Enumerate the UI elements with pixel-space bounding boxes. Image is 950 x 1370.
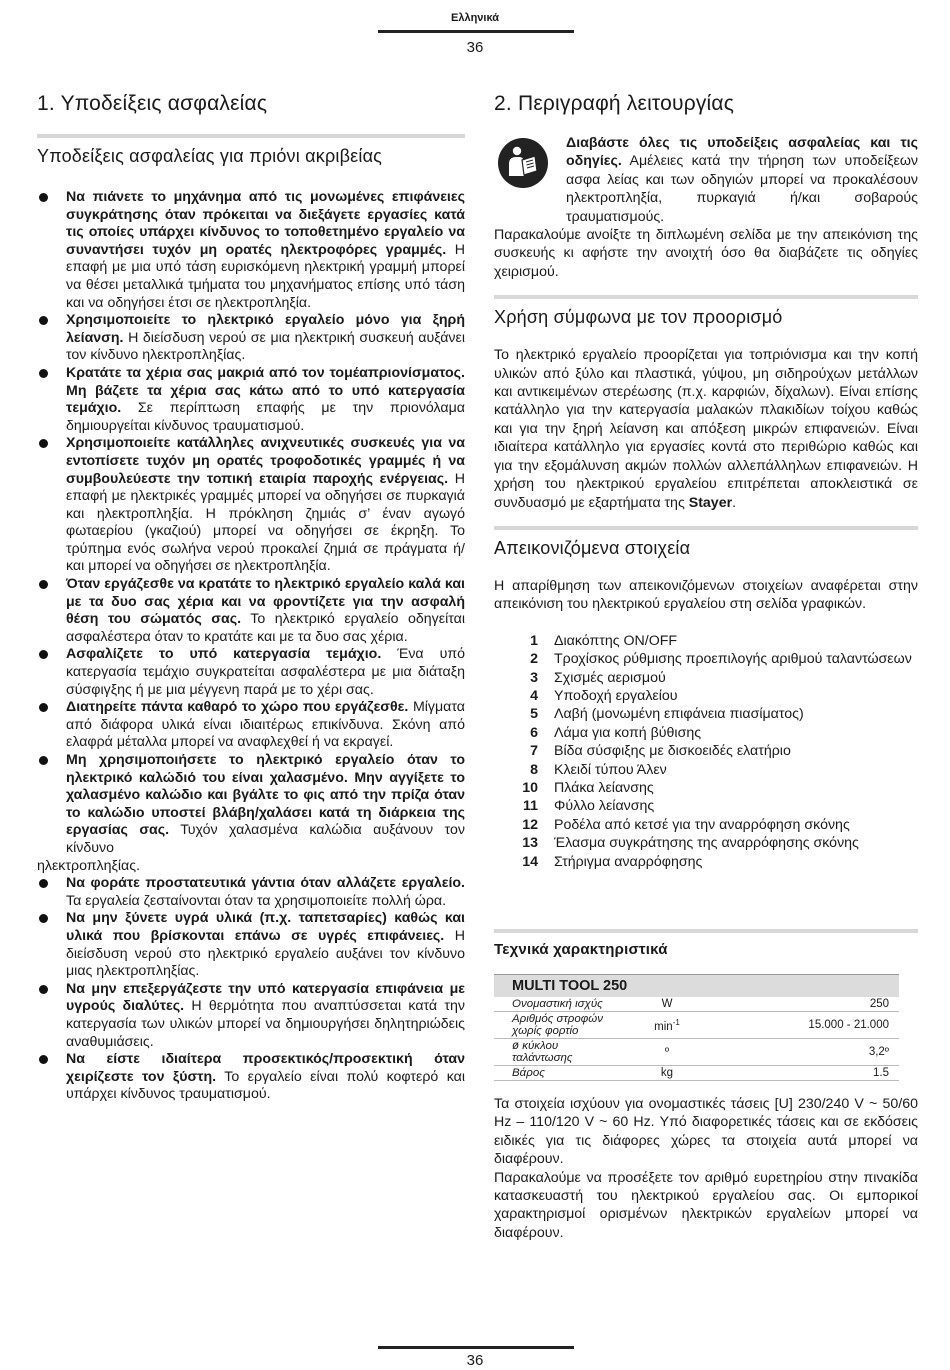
- safety-bullet-item: [37, 875, 465, 910]
- parts-label: Στήριγμα αναρρόφησης: [554, 853, 703, 870]
- parts-label: Πλάκα λείανσης: [554, 779, 654, 796]
- parts-number: 8: [530, 761, 538, 778]
- safety-bullet-item: [37, 365, 465, 435]
- parts-label: Τροχίσκος ρύθμισης προεπιλογής αριθμού ταλαντώσεων: [554, 651, 912, 668]
- parts-number: 4: [530, 687, 538, 704]
- safety-title: 1. Υποδείξεις ασφαλείας: [37, 92, 268, 115]
- intro-bold: Διαβάστε όλες τις υποδείξεις ασφαλείας και τις οδηγίες.: [566, 135, 918, 170]
- bullet-text: Τυχόν χαλασμένα καλώδια αυξάνουν τον κίνδυνο: [66, 822, 466, 856]
- bullet-text: Η θερμότητα που αναπτύσσεται κατά την κατεργασία των υλικών μπορεί να δημιουργήσει δηλητηριώδεις αναθυμιάσεις.: [66, 998, 465, 1050]
- bullet-bold: Χρησιμοποιείτε κατάλληλες ανιχνευτικές συσκευές για να εντοπίσετε τυχόν μη ορατές τροφοδοτικές γραμμές ή να συμβουλεύεστε την τοπική εταιρία παροχής ενέργειας.: [66, 435, 465, 487]
- spec-value: 15.000 - 21.000: [711, 1012, 899, 1039]
- safety-bullet-item: [37, 981, 465, 1051]
- intro-after: Παρακαλούμε ανοίξτε τη διπλωμένη σελίδα με την απεικόνιση της συσκευής κι αφήστε την ανοιχτή όσο θα διαβάζετε τις οδηγίες χειρισμού.: [494, 227, 918, 280]
- parts-item: [494, 669, 918, 687]
- right-column: [494, 92, 918, 1242]
- bullet-text: Η διείσδυση νερού σε μια ηλεκτρική συσκευή αυξάνει τον κίνδυνο ηλεκτροπληξίας.: [66, 329, 465, 364]
- safety-bullet-item: [37, 312, 465, 365]
- parts-label: Λαβή (μονωμένη επιφάνεια πιασίματος): [554, 706, 804, 723]
- left-column: [37, 92, 465, 1104]
- spec-model: MULTI TOOL 250: [494, 975, 899, 997]
- parts-label: Έλασμα συγκράτησης της αναρρόφησης σκόνης: [554, 835, 859, 852]
- parts-item: [494, 761, 918, 779]
- parts-number: 11: [523, 798, 538, 815]
- bullet-bold: Ασφαλίζετε το υπό κατεργασία τεμάχιο.: [66, 646, 382, 663]
- spec-unit: º: [609, 1039, 711, 1066]
- spec-row: [494, 1012, 899, 1039]
- parts-item: [494, 834, 918, 852]
- safety-bullet-item: [37, 646, 465, 699]
- parts-number: 12: [522, 816, 538, 833]
- spec-label: Αριθμός στροφών χωρίς φορτίο: [494, 1012, 609, 1039]
- parts-number: 14: [522, 853, 538, 870]
- description-title: 2. Περιγραφή λειτουργίας: [494, 92, 735, 115]
- safety-bullet-item: [37, 752, 465, 875]
- parts-number: 2: [530, 651, 538, 668]
- parts-item: [494, 650, 918, 668]
- header-page-number: 36: [466, 39, 484, 56]
- parts-item: [494, 816, 918, 834]
- bullet-bold: Να είστε ιδιαίτερα προσεκτικός/προσεκτική όταν χειρίζεστε τον ξύστη.: [66, 1051, 465, 1085]
- parts-label: Διακόπτης ON/OFF: [554, 632, 678, 649]
- bullet-bold: Όταν εργάζεσθε να κρατάτε το ηλεκτρικό εργαλείο καλά και με τα δυο σας χέρια και να φροντίζετε για την ασφαλή θέση του σώματός σας.: [66, 576, 465, 628]
- bullet-text: Η διείσδυση νερού στο ηλεκτρικό εργαλείο αυξάνει τον κίνδυνο μιας ηλεκτροπληξίας.: [66, 927, 465, 980]
- spec-unit: $\min^{-1}$: [609, 1012, 711, 1039]
- parts-number: 6: [530, 724, 538, 741]
- spec-note-2: Παρακαλούμε να προσέξετε τον αριθμό ευρετηρίου στην πινακίδα κατασκευαστή του ηλεκτρικού εργαλείου σας. Οι εμπορικοί χαρακτηρισμοί ορισμένων ηλεκτρικών εργαλείων μπορεί να διαφέρουν.: [494, 1169, 918, 1241]
- parts-label: Υποδοχή εργαλείου: [554, 687, 678, 704]
- parts-item: [494, 705, 918, 723]
- parts-number: 7: [530, 743, 538, 760]
- use-body: Το ηλεκτρικό εργαλείο προορίζεται για τοπριόνισμα και την κοπή υλικών από ξύλο και πλαστικά, γύψου, μη σιδηρούχων μετάλλων και αντικειμένων στερέωσης (π.χ. καρφιών, δίχαλων). Είναι επίσης κατάλληλο για την κατεργασία μαλακών πλακιδίων τοίχου καθώς και για την ξηρή λείανση και απόξεση μικρών επιφανειών. Είναι ιδιαίτερα κατάλληλο για εργασίες κοντά στο περιθώριο καθώς και για την εξομάλυνση ακμών πολλών αλλεπάλληλων επιφανειών. Η χρήση του ηλεκτρικού εργαλείου επιτρέπεται αποκλειστικά σε συνδυασμό με εξαρτήματα της: [494, 347, 918, 511]
- use-end: .: [732, 494, 737, 511]
- footer-rule: [378, 1346, 574, 1349]
- parts-number: 13: [522, 835, 538, 852]
- bullet-text: Το εργαλείο είναι πολύ κοφτερό και υπάρχει κίνδυνος τραυματισμού.: [66, 1068, 465, 1103]
- parts-label: Σχισμές αερισμού: [554, 669, 666, 686]
- bullet-bold: Να φοράτε προστατευτικά γάντια όταν αλλάζετε εργαλείο.: [66, 875, 465, 892]
- bullet-tail: ηλεκτροπληξίας.: [37, 857, 141, 874]
- safety-bullet-item: [37, 910, 465, 980]
- safety-bullet-list: [37, 189, 465, 1104]
- parts-label: Κλειδί τύπου Άλεν: [554, 761, 667, 778]
- spec-value: 250: [711, 997, 899, 1012]
- parts-item: [494, 779, 918, 797]
- intro-block: [494, 134, 918, 226]
- parts-text: Η απαρίθμηση των απεικονιζόμενων στοιχείων αναφέρεται στην απεικόνιση του ηλεκτρικού εργαλείου στη σελίδα γραφικών.: [494, 577, 918, 613]
- header-rule: [378, 30, 574, 33]
- use-brand: Stayer: [688, 494, 733, 511]
- parts-label: Φύλλο λείανσης: [554, 798, 655, 815]
- parts-label: Λάμα για κοπή βύθισης: [554, 724, 702, 741]
- bullet-text: Το ηλεκτρικό εργαλείο οδηγείται ασφαλέστερα όταν το κρατάτε και με τα δυο σας χέρια.: [66, 611, 465, 645]
- bullet-text: Ένα υπό κατεργασία τεμάχιο συγκρατείται ασφαλέστερα με μια διάταξη σύσφιγξης ή με μια μέγγενη παρά με το χέρι σας.: [66, 646, 466, 698]
- spec-label: Βάρος: [494, 1066, 609, 1081]
- parts-heading: Απεικονιζόμενα στοιχεία: [494, 526, 918, 565]
- parts-number: 1: [530, 632, 538, 649]
- parts-item: [494, 724, 918, 742]
- safety-bullet-item: [37, 435, 465, 576]
- spec-value: 3,2º: [711, 1039, 899, 1066]
- bullet-bold: Κρατάτε τα χέρια σας μακριά από τον τομέαπριονίσματος. Μη βάζετε τα χέρια σας κάτω από το υπό κατεργασία τεμάχιο.: [66, 364, 465, 417]
- bullet-bold: Να μην επεξεργάζεστε την υπό κατεργασία επιφάνεια με υγρούς διαλύτες.: [66, 980, 465, 1015]
- bullet-text: Η επαφή με μια υπό τάση ευρισκόμενη ηλεκτρική γραμμή μπορεί να θέσει μεταλλικά τμήματα του μηχανήματος επίσης υπό τάση και να οδηγήσει έτσι σε ηλεκτροπληξία.: [66, 241, 465, 311]
- bullet-bold: Διατηρείτε πάντα καθαρό το χώρο που εργάζεσθε.: [66, 699, 409, 716]
- spec-value: 1.5: [711, 1066, 899, 1081]
- safety-subtitle: Υποδείξεις ασφαλείας για πριόνι ακριβείας: [37, 134, 465, 173]
- safety-bullet-item: [37, 189, 465, 312]
- bullet-bold: Να μην ξύνετε υγρά υλικά (π.χ. ταπετσαρίες) καθώς και υλικά που βρίσκονται επάνω σε υγρές επιφάνειες.: [66, 910, 465, 944]
- bullet-bold: Χρησιμοποιείτε το ηλεκτρικό εργαλείο μόνο για ξηρή λείανση.: [66, 312, 465, 346]
- safety-bullet-item: [37, 699, 465, 752]
- parts-label: Βίδα σύσφιξης με δισκοειδές ελατήριο: [554, 743, 791, 760]
- tech-heading: Τεχνικά χαρακτηριστικά: [494, 929, 918, 964]
- intro-text: [566, 134, 918, 226]
- safety-bullet-item: [37, 1051, 465, 1104]
- spec-row: [494, 1066, 899, 1081]
- parts-list: [494, 632, 918, 871]
- parts-item: [494, 687, 918, 705]
- parts-number: 3: [530, 669, 538, 686]
- header-language: Ελληνικά: [451, 12, 499, 24]
- use-heading: Χρήση σύμφωνα με τον προορισμό: [494, 295, 918, 334]
- parts-item: [494, 742, 918, 760]
- bullet-text: Τα εργαλεία ζεσταίνονται όταν τα χρησιμοποιείτε πολλή ώρα.: [66, 892, 447, 909]
- footer-page-number: 36: [466, 1352, 484, 1369]
- parts-label: Ροδέλα από κετσέ για την αναρρόφηση σκόνης: [554, 816, 850, 833]
- bullet-text: Μίγματα από διάφορα υλικά είναι ιδιαιτέρως επικίνδυνα. Σκόνη από ελαφρά μέταλλα μπορεί να αναφλεχθεί ή να εκραγεί.: [66, 699, 465, 751]
- spec-unit: kg: [609, 1066, 711, 1081]
- spec-label: ø κύκλου ταλάντωσης: [494, 1039, 609, 1066]
- bullet-bold: Να πιάνετε το μηχάνημα από τις μονωμένες επιφάνειες συγκράτησης όταν πρόκειται να διεξάγετε εργασίες κατά τις οποίες υπάρχει κίνδυνος το τοποθετημένο εργαλείο να συναντήσει τυχόν μη ορατές ηλεκτροφόρες γραμμές.: [66, 189, 465, 258]
- spec-unit: W: [609, 997, 711, 1012]
- spec-row: [494, 1039, 899, 1066]
- spec-note-1: Τα στοιχεία ισχύουν για ονομαστικές τάσεις [U] 230/240 V ~ 50/60 Hz – 110/120 V ~ 60 Hz. Υπό διαφορετικές τάσεις και σε εκδόσεις ειδικές για τις διάφορες χώρες τα στοιχεία αυτά μπορεί να διαφέρουν.: [494, 1096, 918, 1168]
- read-manual-icon: [498, 138, 548, 188]
- spec-row: [494, 997, 899, 1012]
- bullet-text: Σε περίπτωση επαφής με την πριονόλαμα δημιουργείται κίνδυνος τραυματισμού.: [66, 400, 465, 434]
- use-text: [494, 346, 918, 512]
- parts-item: [494, 632, 918, 650]
- spec-table: [494, 974, 899, 1081]
- parts-item: [494, 853, 918, 871]
- parts-number: 10: [522, 779, 538, 796]
- safety-bullet-item: [37, 576, 465, 646]
- parts-number: 5: [530, 706, 538, 723]
- intro-rest: Αμέλειες κατά την τήρηση των υποδείξεων ασφα λείας και των οδηγιών μπορεί να προκαλέσουν ηλεκτροπληξία, πυρκαγιά ή/και σοβαρούς τραυματισμούς.: [566, 153, 918, 225]
- bullet-text: Η επαφή με ηλεκτρικές γραμμές μπορεί να οδηγήσει σε πυρκαγιά και ηλεκτροπληξία. Η πρόκληση ζημιάς σ’ έναν αγωγό φωταερίου (γκαζιού) μπορεί να οδηγήσει σε έκρηξη. Το τρύπημα ενός σωλήνα νερού προκαλεί ζημιά σε πράγματα ή/και μπορεί να οδηγήσει σε ηλεκτροπληξία.: [66, 470, 465, 575]
- parts-item: [494, 797, 918, 815]
- spec-label: Ονομαστική ισχύς: [494, 997, 609, 1012]
- bullet-bold: Μη χρησιμοποιήσετε το ηλεκτρικό εργαλείο όταν το ηλεκτρικό καλώδιό του είναι χαλασμένο. Μην αγγίξετε το χαλασμένο καλώδιο και βγάλτε το φις από την πρίζα όταν το καλώδιο υποστεί βλάβη/χαλάσει κατά τη διάρκεια της εργασίας σας.: [66, 752, 465, 839]
